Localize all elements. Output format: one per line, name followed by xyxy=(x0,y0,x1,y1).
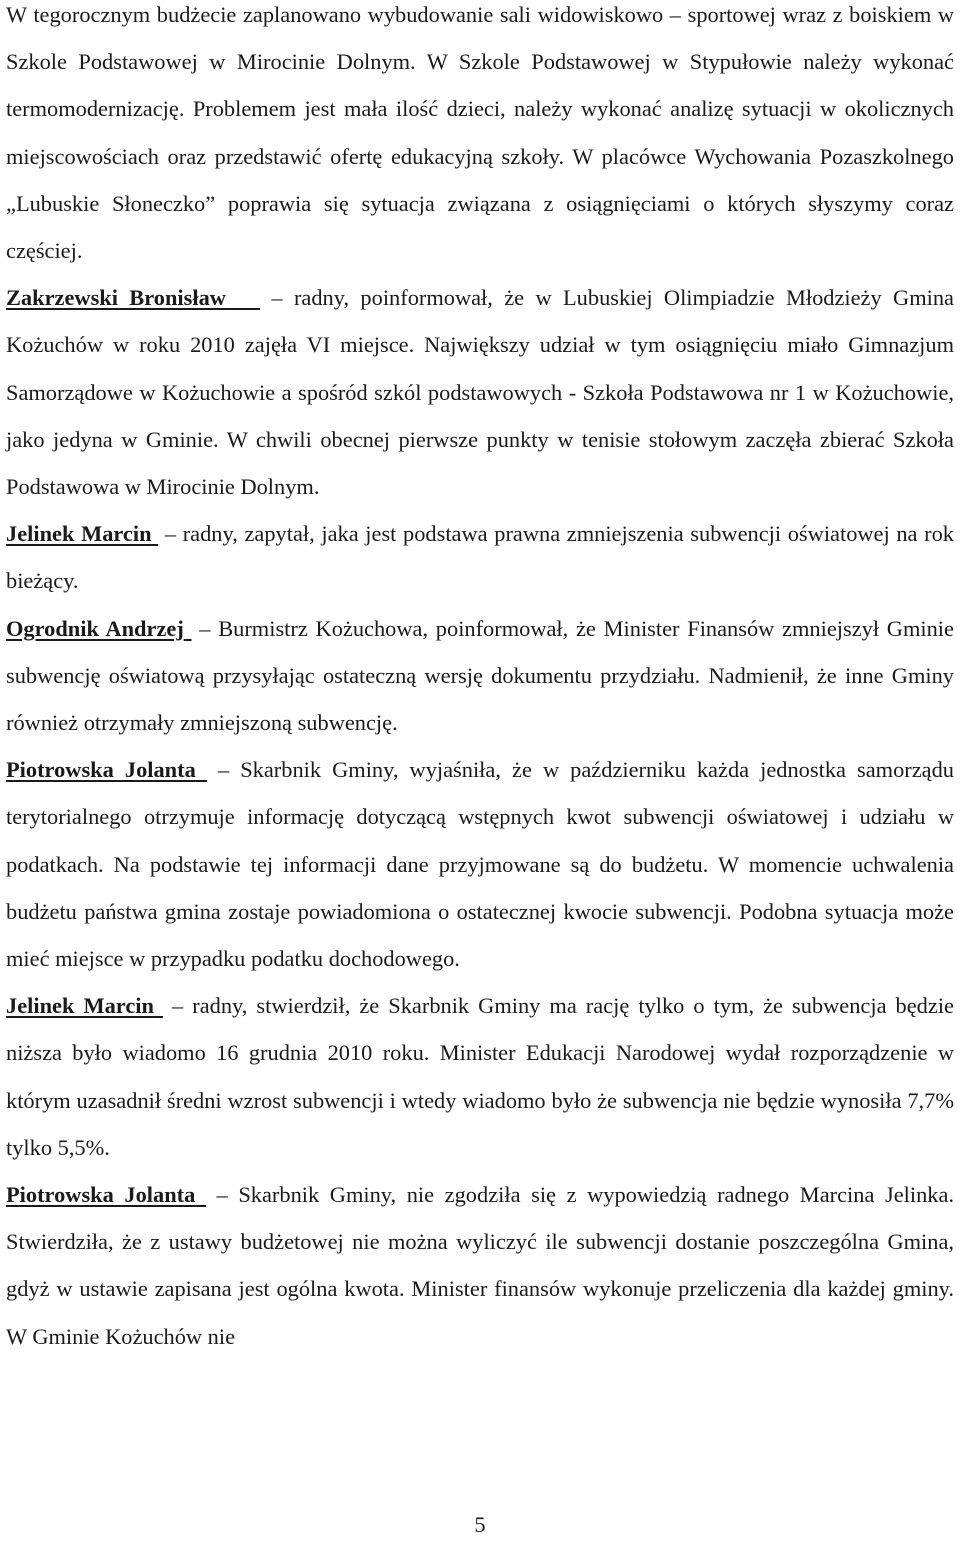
speaker-statement: – radny, zapytał, jaka jest podstawa prawna zmniejszenia subwencji oświatowej na rok bieżący. xyxy=(6,521,954,594)
speaker-paragraph xyxy=(6,510,954,604)
speaker-statement: – Burmistrz Kożuchowa, poinformował, że Minister Finansów zmniejszył Gminie subwencję oświatową przysyłając ostateczną wersję dokumentu przydziału. Nadmienił, że inne Gminy również otrzymały zmniejszoną subwencję. xyxy=(6,615,954,736)
speaker-name: Piotrowska Jolanta xyxy=(6,757,196,783)
speaker-paragraph xyxy=(6,746,954,982)
speaker-name: Jelinek Marcin xyxy=(6,993,154,1019)
speaker-statement: – radny, poinformował, że w Lubuskiej Olimpiadzie Młodzieży Gmina Kożuchów w roku 2010 zajęła VI miejsce. Największy udział w tym osiągnięciu miało Gimnazjum Samorządowe w Kożuchowie a spośród szkól podstawowych - Szkoła Podstawowa nr 1 w Kożuchowie, jako jedyna w Gminie. W chwili obecnej pierwsze punkty w tenisie stołowym zaczęła zbierać Szkoła Podstawowa w Mirocinie Dolnym. xyxy=(6,285,954,500)
page-number: 5 xyxy=(474,1512,486,1537)
speaker-paragraph xyxy=(6,982,954,1171)
speaker-paragraph xyxy=(6,274,954,510)
speaker-paragraph xyxy=(6,1171,954,1360)
speaker-statement: – Skarbnik Gminy, nie zgodziła się z wypowiedzią radnego Marcina Jelinka. Stwierdziła, że z ustawy budżetowej nie można wyliczyć ile subwencji dostanie poszczególna Gmina, gdyż w ustawie zapisana jest ogólna kwota. Minister finansów wykonuje przeliczenia dla każdej gminy. W Gminie Kożuchów nie xyxy=(6,1182,954,1349)
speaker-name: Ogrodnik Andrzej xyxy=(6,615,184,641)
speaker-statement: – radny, stwierdził, że Skarbnik Gminy ma rację tylko o tym, że subwencja będzie niższa było wiadomo 16 grudnia 2010 roku. Minister Edukacji Narodowej wydał rozporządzenie w którym uzasadnił średni wzrost subwencji i wtedy wiadomo było że subwencja nie będzie wynosiła 7,7% tylko 5,5%. xyxy=(6,993,954,1160)
document-body xyxy=(6,0,954,1360)
speaker-statement: – Skarbnik Gminy, wyjaśniła, że w październiku każda jednostka samorządu terytorialnego otrzymuje informację dotyczącą wstępnych kwot subwencji oświatowej i udziału w podatkach. Na podstawie tej informacji dane przyjmowane są do budżetu. W momencie uchwalenia budżetu państwa gmina zostaje powiadomiona o ostatecznej kwocie subwencji. Podobna sytuacja może mieć miejsce w przypadku podatku dochodowego. xyxy=(6,757,954,972)
paragraph-text: W tegorocznym budżecie zaplanowano wybudowanie sali widowiskowo – sportowej wraz z boiskiem w Szkole Podstawowej w Mirocinie Dolnym. W Szkole Podstawowej w Stypułowie należy wykonać termomodernizację. Problemem jest mała ilość dzieci, należy wykonać analizę sytuacji w okolicznych miejscowościach oraz przedstawić ofertę edukacyjną szkoły. W placówce Wychowania Pozaszkolnego „Lubuskie Słoneczko” poprawia się sytuacja związana z osiągnięciami o których słyszymy coraz częściej. xyxy=(6,2,954,264)
speaker-name: Jelinek Marcin xyxy=(6,521,152,547)
speaker-paragraph xyxy=(6,605,954,747)
intro-paragraph xyxy=(6,0,954,274)
speaker-name: Zakrzewski Bronisław xyxy=(6,285,226,311)
speaker-name: Piotrowska Jolanta xyxy=(6,1182,196,1208)
